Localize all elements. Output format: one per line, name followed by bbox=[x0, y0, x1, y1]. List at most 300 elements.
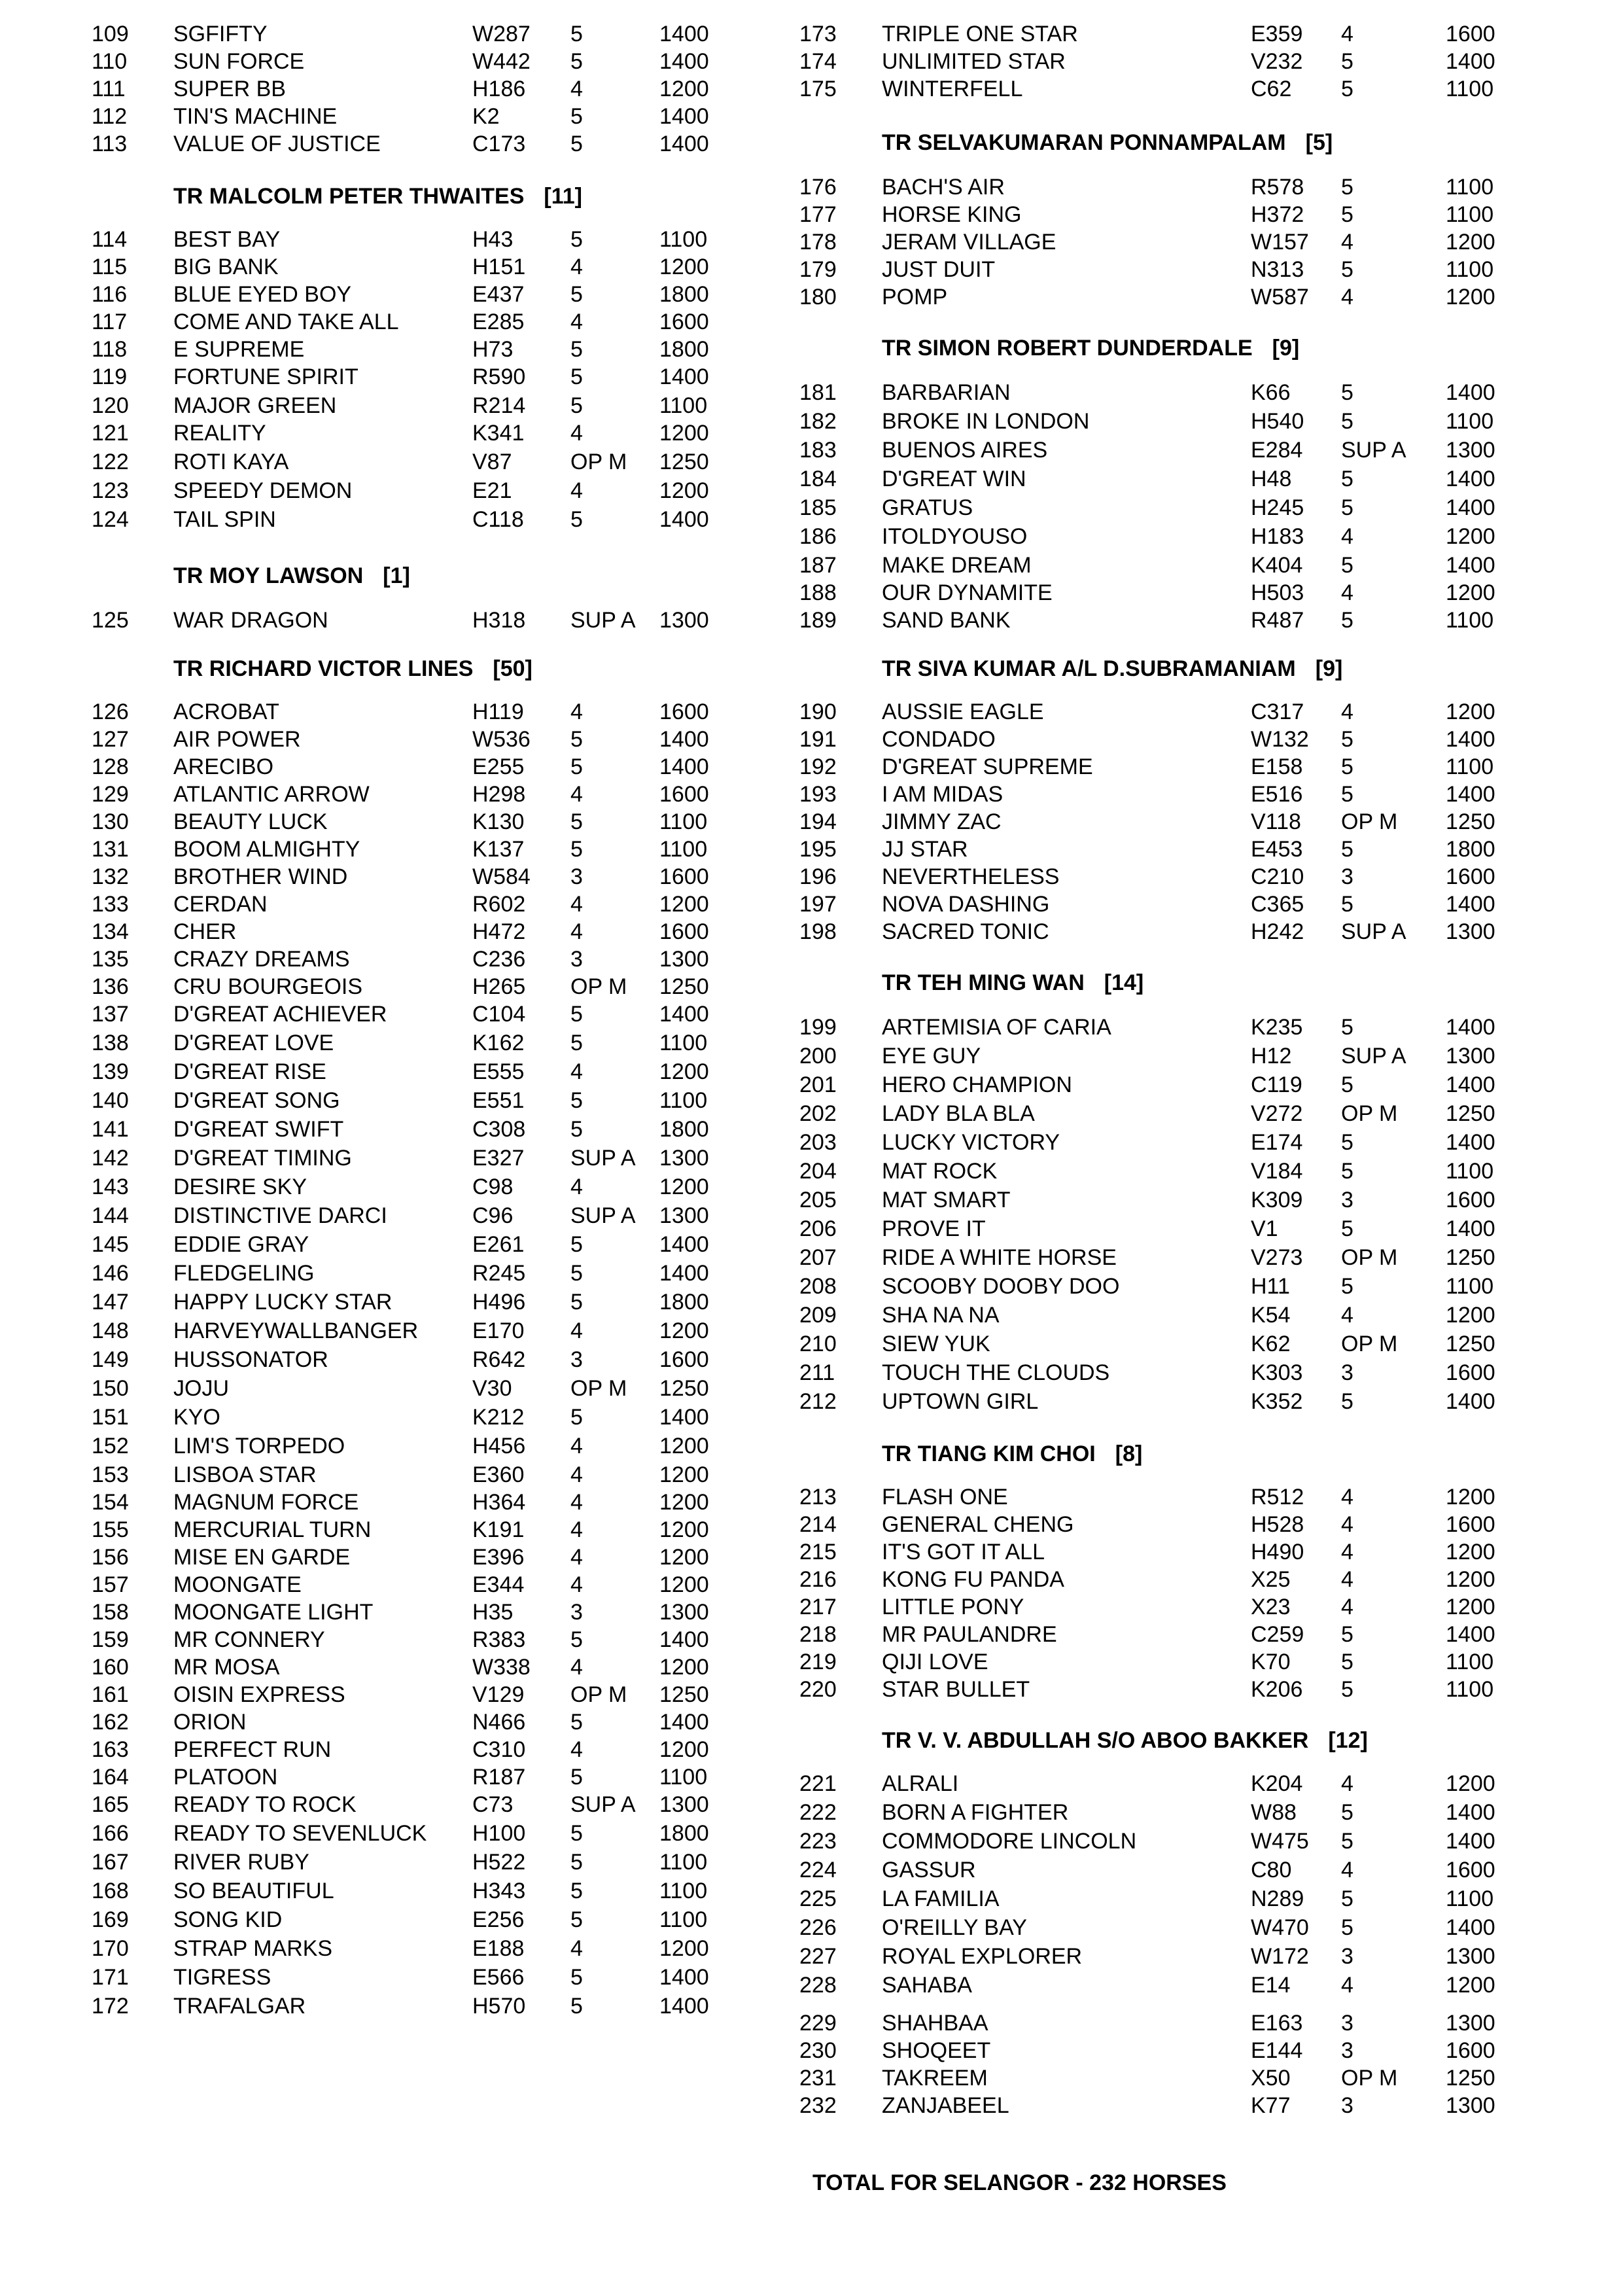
horse-code: E516 bbox=[1251, 782, 1303, 807]
horse-rating: 1100 bbox=[659, 1850, 708, 1875]
horse-class: 3 bbox=[1341, 2011, 1353, 2036]
horse-rating: 1400 bbox=[1446, 1130, 1495, 1155]
entry-number: 145 bbox=[92, 1232, 129, 1257]
horse-class: 5 bbox=[570, 1261, 583, 1286]
horse-class: 4 bbox=[1341, 22, 1353, 46]
horse-code: H12 bbox=[1251, 1044, 1292, 1069]
horse-rating: 1100 bbox=[659, 837, 708, 862]
entry-number: 215 bbox=[799, 1540, 837, 1564]
horse-code: H490 bbox=[1251, 1540, 1304, 1564]
horse-code: C73 bbox=[472, 1792, 514, 1817]
entry-number: 167 bbox=[92, 1850, 129, 1875]
horse-rating: 1400 bbox=[1446, 1622, 1495, 1647]
horse-class: 5 bbox=[570, 1821, 583, 1846]
horse-class: 5 bbox=[1341, 1015, 1353, 1040]
entry-number: 129 bbox=[92, 782, 129, 807]
entry-number: 222 bbox=[799, 1800, 837, 1825]
horse-code: W442 bbox=[472, 49, 531, 74]
horse-name: EDDIE GRAY bbox=[173, 1232, 309, 1257]
trainer-name: TR MOY LAWSON bbox=[173, 563, 364, 588]
horse-rating: 1600 bbox=[659, 309, 709, 334]
horse-code: C62 bbox=[1251, 77, 1292, 101]
horse-class: 5 bbox=[570, 1710, 583, 1735]
horse-class: 5 bbox=[1341, 837, 1353, 862]
entry-number: 200 bbox=[799, 1044, 837, 1069]
horse-name: STRAP MARKS bbox=[173, 1936, 333, 1961]
horse-rating: 1200 bbox=[1446, 285, 1495, 309]
horse-class: 5 bbox=[1341, 1886, 1353, 1911]
horse-name: BROKE IN LONDON bbox=[882, 409, 1090, 434]
horse-code: C308 bbox=[472, 1117, 526, 1142]
horse-code: K77 bbox=[1251, 2093, 1291, 2118]
horse-class: 5 bbox=[570, 1031, 583, 1055]
entry-number: 165 bbox=[92, 1792, 129, 1817]
horse-code: R578 bbox=[1251, 175, 1304, 200]
horse-rating: 1400 bbox=[659, 104, 709, 129]
horse-code: C96 bbox=[472, 1203, 514, 1228]
horse-rating: 1200 bbox=[1446, 230, 1495, 255]
horse-rating: 1400 bbox=[1446, 1015, 1495, 1040]
entry-number: 114 bbox=[92, 227, 128, 252]
entry-number: 121 bbox=[92, 421, 129, 446]
horse-rating: 1400 bbox=[659, 132, 709, 156]
horse-code: K303 bbox=[1251, 1360, 1303, 1385]
trainer-header bbox=[882, 970, 1143, 996]
horse-class: 4 bbox=[570, 1545, 583, 1570]
horse-name: EYE GUY bbox=[882, 1044, 981, 1069]
horse-class: 4 bbox=[1341, 580, 1353, 605]
entry-number: 189 bbox=[799, 608, 837, 633]
entry-number: 109 bbox=[92, 22, 129, 46]
entry-number: 169 bbox=[92, 1907, 129, 1932]
horse-name: LA FAMILIA bbox=[882, 1886, 1000, 1911]
entry-number: 224 bbox=[799, 1858, 837, 1882]
horse-class: 4 bbox=[570, 1936, 583, 1961]
horse-rating: 1200 bbox=[659, 1318, 709, 1343]
entry-number: 203 bbox=[799, 1130, 837, 1155]
entry-number: 144 bbox=[92, 1203, 129, 1228]
entry-number: 146 bbox=[92, 1261, 129, 1286]
horse-code: R590 bbox=[472, 364, 526, 389]
entry-number: 128 bbox=[92, 754, 129, 779]
horse-rating: 1400 bbox=[1446, 1800, 1495, 1825]
entry-number: 204 bbox=[799, 1159, 837, 1184]
horse-code: K352 bbox=[1251, 1389, 1303, 1414]
horse-name: COMMODORE LINCOLN bbox=[882, 1829, 1137, 1854]
horse-name: OUR DYNAMITE bbox=[882, 580, 1053, 605]
entry-number: 132 bbox=[92, 864, 129, 889]
horse-name: SHOQEET bbox=[882, 2038, 991, 2063]
horse-class: 5 bbox=[1341, 409, 1353, 434]
horse-name: CRAZY DREAMS bbox=[173, 947, 350, 972]
horse-name: READY TO ROCK bbox=[173, 1792, 357, 1817]
horse-rating: 1300 bbox=[1446, 2093, 1495, 2118]
trainer-name: TR MALCOLM PETER THWAITES bbox=[173, 184, 525, 209]
horse-name: ARECIBO bbox=[173, 754, 274, 779]
horse-class: OP M bbox=[570, 1376, 627, 1401]
entry-number: 142 bbox=[92, 1146, 129, 1171]
horse-class: 5 bbox=[1341, 257, 1353, 282]
horse-code: E14 bbox=[1251, 1973, 1291, 1998]
horse-name: QIJI LOVE bbox=[882, 1650, 988, 1674]
horse-code: K204 bbox=[1251, 1771, 1303, 1796]
entry-number: 212 bbox=[799, 1389, 837, 1414]
horse-rating: 1100 bbox=[1446, 754, 1494, 779]
horse-code: K212 bbox=[472, 1405, 525, 1430]
horse-class: 5 bbox=[570, 1405, 583, 1430]
horse-class: 5 bbox=[1341, 1216, 1353, 1241]
horse-class: 4 bbox=[570, 1059, 583, 1084]
horse-class: OP M bbox=[1341, 1101, 1398, 1126]
entry-number: 166 bbox=[92, 1821, 129, 1846]
horse-class: 3 bbox=[1341, 1360, 1353, 1385]
horse-code: E360 bbox=[472, 1462, 525, 1487]
horse-code: K62 bbox=[1251, 1332, 1291, 1356]
horse-name: SHA NA NA bbox=[882, 1303, 1000, 1328]
entry-number: 116 bbox=[92, 282, 128, 307]
entry-number: 161 bbox=[92, 1682, 129, 1707]
entry-number: 184 bbox=[799, 467, 837, 491]
horse-code: E396 bbox=[472, 1545, 525, 1570]
horse-class: 3 bbox=[570, 1347, 583, 1372]
horse-name: MR PAULANDRE bbox=[882, 1622, 1057, 1647]
horse-class: OP M bbox=[570, 974, 627, 999]
horse-code: K137 bbox=[472, 837, 525, 862]
horse-rating: 1300 bbox=[1446, 919, 1495, 944]
horse-class: 5 bbox=[570, 49, 583, 74]
horse-code: W338 bbox=[472, 1655, 531, 1680]
horse-name: SACRED TONIC bbox=[882, 919, 1049, 944]
trainer-name: TR SIVA KUMAR A/L D.SUBRAMANIAM bbox=[882, 656, 1296, 681]
horse-rating: 1800 bbox=[659, 1117, 709, 1142]
horse-class: 4 bbox=[1341, 1567, 1353, 1592]
horse-rating: 1600 bbox=[1446, 1360, 1495, 1385]
entry-number: 199 bbox=[799, 1015, 837, 1040]
horse-code: H245 bbox=[1251, 495, 1304, 520]
horse-code: H43 bbox=[472, 227, 514, 252]
entry-number: 193 bbox=[799, 782, 837, 807]
horse-code: H11 bbox=[1251, 1274, 1290, 1299]
horse-name: CONDADO bbox=[882, 727, 996, 752]
horse-name: HORSE KING bbox=[882, 202, 1022, 227]
trainer-header bbox=[882, 130, 1333, 156]
horse-code: E163 bbox=[1251, 2011, 1303, 2036]
horse-class: 5 bbox=[1341, 1389, 1353, 1414]
horse-code: N466 bbox=[472, 1710, 526, 1735]
horse-rating: 1800 bbox=[1446, 837, 1495, 862]
entry-number: 186 bbox=[799, 524, 837, 549]
trainer-header bbox=[882, 335, 1299, 361]
horse-rating: 1250 bbox=[1446, 2066, 1495, 2091]
horse-class: 5 bbox=[570, 104, 583, 129]
horse-class: 5 bbox=[570, 1994, 583, 2019]
entry-number: 220 bbox=[799, 1677, 837, 1702]
horse-code: E285 bbox=[472, 309, 525, 334]
entry-number: 223 bbox=[799, 1829, 837, 1854]
horse-rating: 1600 bbox=[659, 699, 709, 724]
horse-name: ORION bbox=[173, 1710, 247, 1735]
horse-rating: 1100 bbox=[659, 393, 708, 418]
horse-code: H186 bbox=[472, 77, 526, 101]
horse-name: D'GREAT ACHIEVER bbox=[173, 1002, 387, 1027]
horse-code: E566 bbox=[472, 1965, 525, 1990]
horse-code: V273 bbox=[1251, 1245, 1303, 1270]
horse-name: SGFIFTY bbox=[173, 22, 268, 46]
horse-rating: 1600 bbox=[1446, 2038, 1495, 2063]
horse-rating: 1250 bbox=[1446, 1332, 1495, 1356]
horse-class: 5 bbox=[1341, 1677, 1353, 1702]
horse-class: 5 bbox=[1341, 467, 1353, 491]
horse-class: 5 bbox=[1341, 608, 1353, 633]
entry-number: 206 bbox=[799, 1216, 837, 1241]
horse-rating: 1200 bbox=[659, 478, 709, 503]
horse-class: 4 bbox=[1341, 230, 1353, 255]
entry-number: 155 bbox=[92, 1517, 129, 1542]
entry-number: 213 bbox=[799, 1485, 837, 1510]
horse-name: D'GREAT TIMING bbox=[173, 1146, 352, 1171]
horse-rating: 1400 bbox=[1446, 1915, 1495, 1940]
horse-class: 5 bbox=[570, 754, 583, 779]
horse-name: LITTLE PONY bbox=[882, 1595, 1024, 1619]
horse-class: 5 bbox=[570, 393, 583, 418]
horse-class: 4 bbox=[1341, 1485, 1353, 1510]
entry-number: 171 bbox=[92, 1965, 129, 1990]
horse-class: 4 bbox=[570, 1434, 583, 1458]
horse-code: R487 bbox=[1251, 608, 1304, 633]
horse-name: NOVA DASHING bbox=[882, 892, 1050, 917]
horse-name: GENERAL CHENG bbox=[882, 1512, 1074, 1537]
horse-class: 5 bbox=[570, 1765, 583, 1790]
entry-number: 178 bbox=[799, 230, 837, 255]
horse-class: 4 bbox=[570, 919, 583, 944]
entry-number: 194 bbox=[799, 809, 837, 834]
horse-class: 5 bbox=[1341, 754, 1353, 779]
entry-number: 138 bbox=[92, 1031, 129, 1055]
horse-name: D'GREAT RISE bbox=[173, 1059, 326, 1084]
horse-rating: 1400 bbox=[659, 1710, 709, 1735]
entry-number: 211 bbox=[799, 1360, 835, 1385]
horse-name: TAKREEM bbox=[882, 2066, 988, 2091]
horse-rating: 1100 bbox=[1446, 409, 1494, 434]
horse-code: H265 bbox=[472, 974, 526, 999]
entry-number: 127 bbox=[92, 727, 129, 752]
horse-class: 5 bbox=[1341, 1072, 1353, 1097]
horse-class: 5 bbox=[1341, 1622, 1353, 1647]
entry-number: 168 bbox=[92, 1879, 129, 1903]
horse-name: CERDAN bbox=[173, 892, 268, 917]
horse-name: FORTUNE SPIRIT bbox=[173, 364, 358, 389]
horse-rating: 1200 bbox=[659, 255, 709, 279]
horse-class: OP M bbox=[1341, 809, 1398, 834]
horse-rating: 1400 bbox=[659, 1002, 709, 1027]
horse-name: BIG BANK bbox=[173, 255, 279, 279]
entry-number: 185 bbox=[799, 495, 837, 520]
horse-code: R214 bbox=[472, 393, 526, 418]
trainer-header bbox=[173, 563, 410, 589]
horse-code: R383 bbox=[472, 1627, 526, 1652]
horse-rating: 1800 bbox=[659, 1290, 709, 1315]
entry-number: 131 bbox=[92, 837, 129, 862]
entry-number: 181 bbox=[799, 380, 837, 405]
entry-number: 195 bbox=[799, 837, 837, 862]
horse-rating: 1200 bbox=[659, 892, 709, 917]
horse-code: E344 bbox=[472, 1572, 525, 1597]
horse-code: H364 bbox=[472, 1490, 526, 1515]
horse-name: SO BEAUTIFUL bbox=[173, 1879, 334, 1903]
horse-name: BACH'S AIR bbox=[882, 175, 1005, 200]
horse-rating: 1400 bbox=[1446, 1389, 1495, 1414]
entry-number: 177 bbox=[799, 202, 837, 227]
horse-code: H372 bbox=[1251, 202, 1304, 227]
horse-name: LADY BLA BLA bbox=[882, 1101, 1035, 1126]
horse-code: R602 bbox=[472, 892, 526, 917]
trainer-header bbox=[882, 1727, 1368, 1754]
horse-name: ATLANTIC ARROW bbox=[173, 782, 370, 807]
horse-name: COME AND TAKE ALL bbox=[173, 309, 399, 334]
horse-name: SONG KID bbox=[173, 1907, 283, 1932]
horse-class: 5 bbox=[570, 337, 583, 362]
horse-code: H242 bbox=[1251, 919, 1304, 944]
entry-number: 112 bbox=[92, 104, 128, 129]
horse-name: ACROBAT bbox=[173, 699, 279, 724]
horse-code: R187 bbox=[472, 1765, 526, 1790]
horse-rating: 1100 bbox=[659, 1907, 708, 1932]
horse-rating: 1100 bbox=[1446, 1274, 1494, 1299]
horse-code: E255 bbox=[472, 754, 525, 779]
horse-rating: 1200 bbox=[1446, 1973, 1495, 1998]
horse-class: 4 bbox=[570, 309, 583, 334]
entry-number: 135 bbox=[92, 947, 129, 972]
entry-number: 157 bbox=[92, 1572, 129, 1597]
horse-code: H100 bbox=[472, 1821, 526, 1846]
horse-code: E188 bbox=[472, 1936, 525, 1961]
horse-rating: 1100 bbox=[1446, 77, 1494, 101]
trainer-name: TR TEH MING WAN bbox=[882, 970, 1085, 995]
horse-code: H570 bbox=[472, 1994, 526, 2019]
horse-class: 5 bbox=[570, 1965, 583, 1990]
horse-code: W287 bbox=[472, 22, 531, 46]
horse-code: H343 bbox=[472, 1879, 526, 1903]
horse-code: H528 bbox=[1251, 1512, 1304, 1537]
horse-rating: 1200 bbox=[1446, 699, 1495, 724]
horse-code: V184 bbox=[1251, 1159, 1303, 1184]
horse-name: ITOLDYOUSO bbox=[882, 524, 1028, 549]
horse-rating: 1250 bbox=[659, 1376, 709, 1401]
horse-code: V118 bbox=[1251, 809, 1301, 834]
entry-number: 110 bbox=[92, 49, 128, 74]
horse-code: H183 bbox=[1251, 524, 1304, 549]
horse-name: NEVERTHELESS bbox=[882, 864, 1060, 889]
horse-class: 5 bbox=[1341, 782, 1353, 807]
entry-number: 176 bbox=[799, 175, 837, 200]
horse-rating: 1100 bbox=[1446, 175, 1494, 200]
horse-code: H298 bbox=[472, 782, 526, 807]
horse-class: OP M bbox=[1341, 1332, 1398, 1356]
entry-number: 217 bbox=[799, 1595, 837, 1619]
horse-name: D'GREAT WIN bbox=[882, 467, 1026, 491]
horse-name: SCOOBY DOOBY DOO bbox=[882, 1274, 1120, 1299]
horse-rating: 1400 bbox=[659, 1405, 709, 1430]
horse-rating: 1400 bbox=[1446, 1072, 1495, 1097]
horse-name: PROVE IT bbox=[882, 1216, 986, 1241]
horse-name: KONG FU PANDA bbox=[882, 1567, 1064, 1592]
horse-class: SUP A bbox=[1341, 919, 1406, 944]
horse-rating: 1400 bbox=[1446, 553, 1495, 578]
horse-rating: 1400 bbox=[1446, 1216, 1495, 1241]
horse-rating: 1250 bbox=[1446, 1101, 1495, 1126]
entry-number: 187 bbox=[799, 553, 837, 578]
horse-rating: 1400 bbox=[659, 1232, 709, 1257]
horse-rating: 1300 bbox=[659, 947, 709, 972]
horse-name: JIMMY ZAC bbox=[882, 809, 1002, 834]
horse-class: SUP A bbox=[1341, 438, 1406, 463]
horse-class: 5 bbox=[1341, 727, 1353, 752]
horse-name: VALUE OF JUSTICE bbox=[173, 132, 381, 156]
horse-name: TRAFALGAR bbox=[173, 1994, 306, 2019]
horse-class: 5 bbox=[1341, 553, 1353, 578]
horse-name: ZANJABEEL bbox=[882, 2093, 1009, 2118]
horse-code: E21 bbox=[472, 478, 512, 503]
entry-number: 202 bbox=[799, 1101, 837, 1126]
horse-class: 3 bbox=[570, 864, 583, 889]
horse-code: E453 bbox=[1251, 837, 1303, 862]
horse-code: C80 bbox=[1251, 1858, 1292, 1882]
entry-number: 134 bbox=[92, 919, 129, 944]
trainer-header bbox=[882, 656, 1342, 682]
horse-code: K404 bbox=[1251, 553, 1303, 578]
horse-code: K341 bbox=[472, 421, 525, 446]
horse-name: SPEEDY DEMON bbox=[173, 478, 353, 503]
horse-name: MAJOR GREEN bbox=[173, 393, 337, 418]
entry-number: 149 bbox=[92, 1347, 129, 1372]
horse-rating: 1400 bbox=[1446, 49, 1495, 74]
horse-name: ROYAL EXPLORER bbox=[882, 1944, 1083, 1969]
horse-rating: 1100 bbox=[1446, 202, 1494, 227]
horse-name: BUENOS AIRES bbox=[882, 438, 1048, 463]
horse-count: [12] bbox=[1328, 1728, 1368, 1753]
horse-code: K206 bbox=[1251, 1677, 1303, 1702]
horse-code: E170 bbox=[472, 1318, 525, 1343]
horse-class: 4 bbox=[570, 782, 583, 807]
entry-number: 151 bbox=[92, 1405, 129, 1430]
horse-rating: 1300 bbox=[1446, 1944, 1495, 1969]
horse-code: W584 bbox=[472, 864, 531, 889]
entry-number: 198 bbox=[799, 919, 837, 944]
horse-class: 5 bbox=[570, 1290, 583, 1315]
entry-number: 197 bbox=[799, 892, 837, 917]
horse-name: KYO bbox=[173, 1405, 220, 1430]
horse-rating: 1800 bbox=[659, 282, 709, 307]
horse-rating: 1600 bbox=[1446, 22, 1495, 46]
trainer-name: TR SIMON ROBERT DUNDERDALE bbox=[882, 336, 1253, 361]
horse-name: HARVEYWALLBANGER bbox=[173, 1318, 419, 1343]
horse-count: [11] bbox=[544, 184, 583, 209]
entry-number: 229 bbox=[799, 2011, 837, 2036]
entry-number: 130 bbox=[92, 809, 129, 834]
horse-rating: 1400 bbox=[1446, 892, 1495, 917]
entry-number: 119 bbox=[92, 364, 128, 389]
horse-code: W132 bbox=[1251, 727, 1309, 752]
horse-code: W587 bbox=[1251, 285, 1309, 309]
horse-name: D'GREAT SONG bbox=[173, 1088, 340, 1113]
horse-name: ALRALI bbox=[882, 1771, 959, 1796]
horse-code: E174 bbox=[1251, 1130, 1303, 1155]
horse-rating: 1200 bbox=[659, 77, 709, 101]
horse-rating: 1200 bbox=[659, 1059, 709, 1084]
horse-class: 4 bbox=[1341, 1540, 1353, 1564]
horse-rating: 1200 bbox=[1446, 1485, 1495, 1510]
horse-name: E SUPREME bbox=[173, 337, 305, 362]
